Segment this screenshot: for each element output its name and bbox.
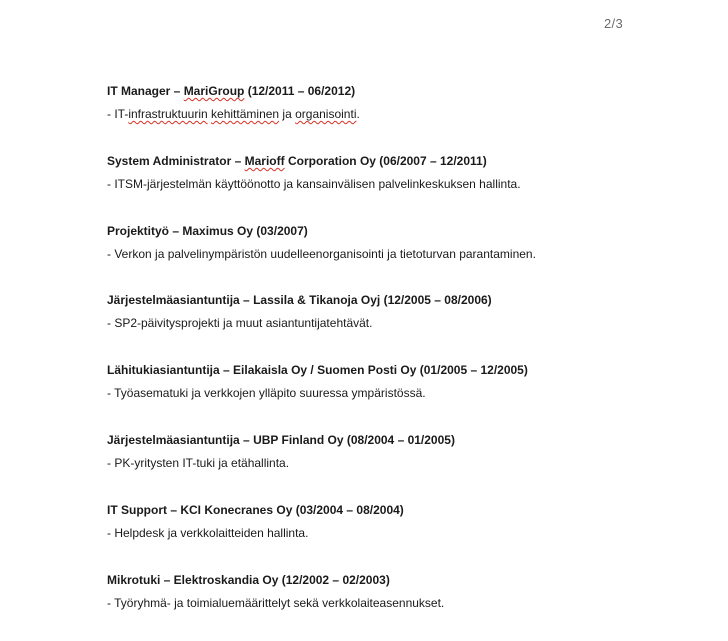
entry-description: - Helpdesk ja verkkolaitteiden hallinta. xyxy=(107,525,309,540)
experience-entry xyxy=(107,572,707,641)
spellcheck-flagged-word: Marioff xyxy=(244,153,285,168)
entry-description: - Verkon ja palvelinympäristön uudelleenorganisointi ja tietoturvan parantaminen. xyxy=(107,246,536,261)
spellcheck-flagged-word: organisointi xyxy=(295,107,357,121)
page-number: 2/3 xyxy=(604,16,623,31)
entry-description: - IT-infrastruktuurin kehittäminen ja organisointi. xyxy=(107,107,360,121)
entry-title: Järjestelmäasiantuntija – Lassila & Tikanoja Oyj (12/2005 – 08/2006) xyxy=(107,293,492,308)
entry-description: - ITSM-järjestelmän käyttöönotto ja kansainvälisen palvelinkeskuksen hallinta. xyxy=(107,176,521,191)
entry-title: IT Manager – MariGroup (12/2011 – 06/2012) xyxy=(107,84,356,98)
entry-title: Projektityö – Maximus Oy (03/2007) xyxy=(107,223,308,238)
experience-entry xyxy=(107,292,707,362)
entry-description: - SP2-päivitysprojekti ja muut asiantuntijatehtävät. xyxy=(107,316,373,331)
experience-entry xyxy=(107,362,707,432)
entry-title: Järjestelmäasiantuntija – UBP Finland Oy (08/2004 – 01/2005) xyxy=(107,432,455,447)
entry-description: - PK-yritysten IT-tuki ja etähallinta. xyxy=(107,455,290,470)
experience-entry xyxy=(107,153,707,223)
spellcheck-flagged-word: MariGroup xyxy=(183,84,245,98)
experience-entry xyxy=(107,432,707,502)
experience-entry xyxy=(107,223,707,293)
entry-title: Mikrotuki – Elektroskandia Oy (12/2002 – 02/2003) xyxy=(107,572,390,587)
entry-title: IT Support – KCI Konecranes Oy (03/2004 – 08/2004) xyxy=(107,502,404,517)
entry-description: - Työasematuki ja verkkojen ylläpito suuressa ympäristössä. xyxy=(107,386,426,401)
experience-entry xyxy=(107,502,707,572)
work-experience-list xyxy=(107,83,707,641)
experience-entry xyxy=(107,83,707,153)
entry-title: Lähitukiasiantuntija – Eilakaisla Oy / Suomen Posti Oy (01/2005 – 12/2005) xyxy=(107,363,528,378)
spellcheck-flagged-word: infrastruktuurin xyxy=(128,107,208,121)
entry-title: System Administrator – Marioff Corporation Oy (06/2007 – 12/2011) xyxy=(107,153,487,168)
spellcheck-flagged-word: kehittäminen xyxy=(211,107,280,121)
entry-description: - Työryhmä- ja toimialuemäärittelyt sekä verkkolaiteasennukset. xyxy=(107,595,445,610)
